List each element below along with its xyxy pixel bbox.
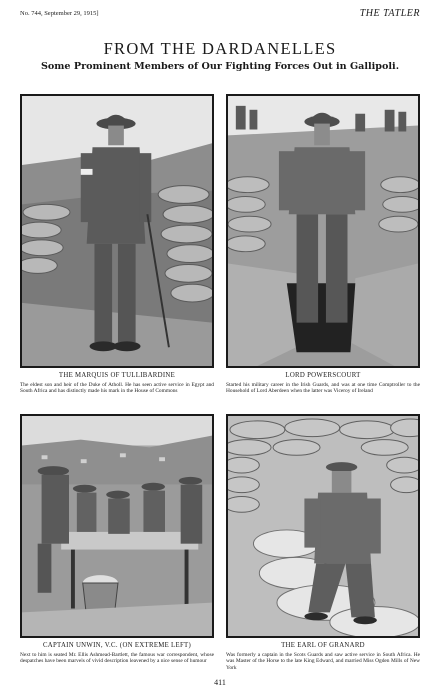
caption-name-powerscourt: LORD POWERSCOURT [285,372,361,379]
caption-name-tullibardine: THE MARQUIS OF TULLIBARDINE [58,372,176,379]
caption-name-granard: THE EARL OF GRANARD [281,642,365,649]
photo-unwin-image [22,416,212,636]
photo-unwin [20,414,214,638]
issue-line: No. 744, September 29, 1915] [20,10,99,17]
caption-text-unwin: Next to him is seated Mr. Ellis Ashmead-Bartlett, the famous war correspondent, whose despatches have been marvels of vivid description leavened by a nice sense of humour [20,652,214,665]
photo-powerscourt [226,94,420,368]
photo-granard-image [228,416,418,636]
caption-text-powerscourt: Started his military career in the Irish Guards, and was at one time Comptroller to the Household of Lord Aberdeen when the latter was Viceroy of Ireland [226,382,420,395]
page-subtitle: Some Prominent Members of Our Fighting Forces Out in Gallipoli. [40,61,400,72]
caption-text-tullibardine: The eldest son and heir of the Duke of Atholl. He has seen active service in Egypt and South Africa and has distinctly made his mark in the House of Commons [20,382,214,395]
caption-name-unwin: CAPTAIN UNWIN, V.C. (ON EXTREME LEFT) [42,642,192,649]
photo-tullibardine-image [22,96,212,366]
page-header [20,10,420,22]
page-number: 411 [214,678,226,687]
photo-tullibardine [20,94,214,368]
caption-text-granard: Was formerly a captain in the Scots Guards and saw active service in South Africa. He was Master of the Horse to the late King Edward, and married Miss Ogden Mills of New York [226,652,420,671]
photo-powerscourt-image [228,96,418,366]
photo-granard [226,414,420,638]
page-title: FROM THE DARDANELLES [103,39,337,58]
magazine-name: THE TATLER [359,8,420,19]
